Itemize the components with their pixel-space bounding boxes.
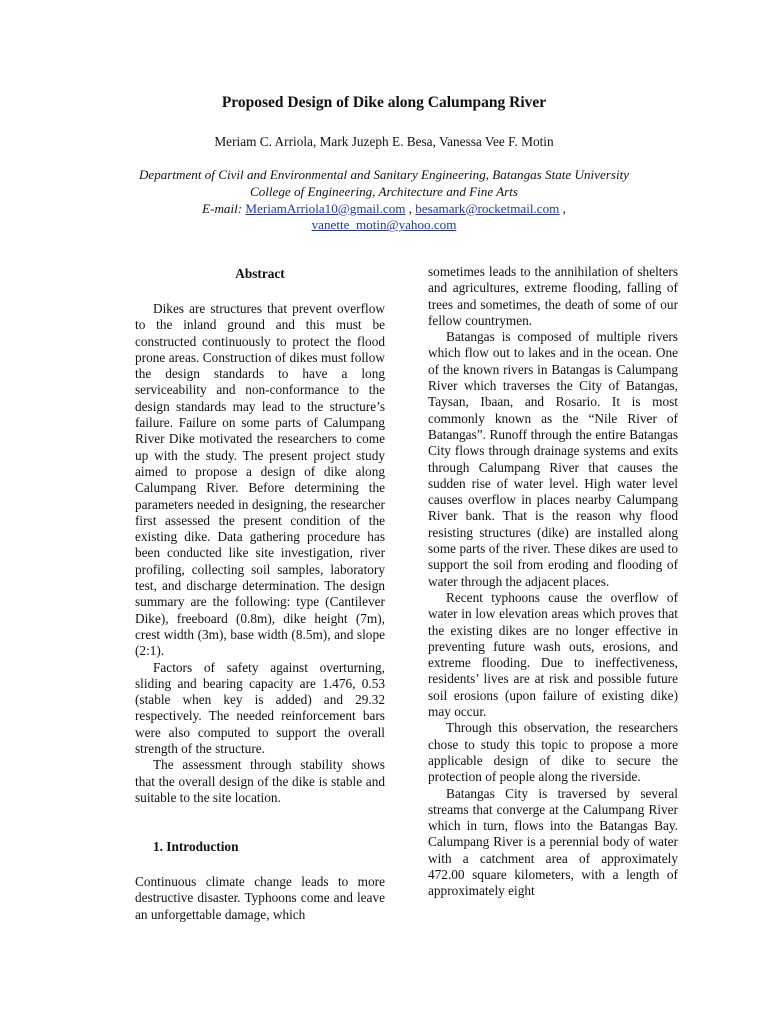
email-label: E-mail: <box>202 200 243 216</box>
body-paragraph: Recent typhoons cause the overflow of water in low elevation areas which proves that the existing dikes are no longer effective in preventing future wash outs, erosions, and extreme flooding. Due to ineffectiveness, residents’ lives are at risk and possible future soil erosions (upon failure of existing dike) may occur. <box>428 589 678 720</box>
abstract-heading: Abstract <box>235 266 285 281</box>
introduction-heading: 1. Introduction <box>153 839 239 854</box>
affiliation-block <box>90 167 678 234</box>
body-paragraph: Through this observation, the researchers chose to study this topic to propose a more applicable design of dike to secure the protection of people along the riverside. <box>428 720 678 785</box>
affiliation-department: Department of Civil and Environmental and Sanitary Engineering, Batangas State University <box>138 167 630 182</box>
email-separator: , <box>408 200 412 216</box>
email-link-motin[interactable]: vanette_motin@yahoo.com <box>311 217 457 233</box>
introduction-paragraph: Continuous climate change leads to more destructive disaster. Typhoons come and leave an unforgettable damage, which <box>135 874 385 922</box>
body-paragraph: Batangas is composed of multiple rivers which flow out to lakes and in the ocean. One of the known rivers in Batangas is Calumpang River which traverses the City of Batangas, Taysan, Ibaan, and Rosario. It is most commonly known as the “Nile River of Batangas”. Runoff through the entire Batangas City flows through drainage systems and exits through Calumpang River that causes the sudden rise of water level. High water level causes overflow in places nearby Calumpang River bank. That is the reason why flood resisting structures (dike) are installed along some parts of the river. These dikes are used to support the soil from eroding and flooding of water through the adjacent places. <box>428 329 678 589</box>
paper-title: Proposed Design of Dike along Calumpang River <box>221 94 547 111</box>
email-line <box>90 201 678 218</box>
abstract-paragraph: Factors of safety against overturning, sliding and bearing capacity are 1.476, 0.53 (stable when key is added) and 29.32 respectively. The needed reinforcement bars were also computed to support the overall strength of the structure. <box>135 659 385 757</box>
abstract-paragraph: The assessment through stability shows that the overall design of the dike is stable and suitable to the site location. <box>135 757 385 805</box>
right-column-body <box>428 264 678 900</box>
email-link-besa[interactable]: besamark@rocketmail.com <box>415 200 560 216</box>
introduction-body <box>135 874 385 923</box>
abstract-body <box>135 301 385 806</box>
affiliation-college: College of Engineering, Architecture and Fine Arts <box>249 183 518 199</box>
email-separator-end: , <box>562 200 566 216</box>
abstract-paragraph: Dikes are structures that prevent overflow to the inland ground and this must be constructed continuously to protect the flood prone areas. Construction of dikes must follow the design standards to have a long serviceability and non-conformance to the design standards may lead to the structure’s failure. Failure on some parts of Calumpang River Dike motivated the researchers to come up with the study. The present project study aimed to propose a design of dike along Calumpang River. Before determining the parameters needed in designing, the researcher first assessed the present condition of the existing dike. Data gathering procedure has been conducted like site investigation, river profiling, collecting soil samples, laboratory test, and discharge determination. The design summary are the following: type (Cantilever Dike), freeboard (0.8m), dike height (7m), crest width (3m), base width (8.5m), and slope (2:1). <box>135 301 385 659</box>
body-paragraph: Batangas City is traversed by several streams that converge at the Calumpang River which in turn, flows into the Batangas Bay. Calumpang River is a perennial body of water with a catchment area of approximately 472.00 square kilometers, with a length of approximately eight <box>428 785 678 899</box>
email-line-2 <box>90 217 678 234</box>
paper-authors: Meriam C. Arriola, Mark Juzeph E. Besa, Vanessa Vee F. Motin <box>214 134 554 149</box>
body-paragraph: sometimes leads to the annihilation of shelters and agricultures, extreme flooding, falling of trees and sometimes, the death of some of our fellow countrymen. <box>428 264 678 328</box>
email-link-arriola[interactable]: MeriamArriola10@gmail.com <box>245 200 406 216</box>
